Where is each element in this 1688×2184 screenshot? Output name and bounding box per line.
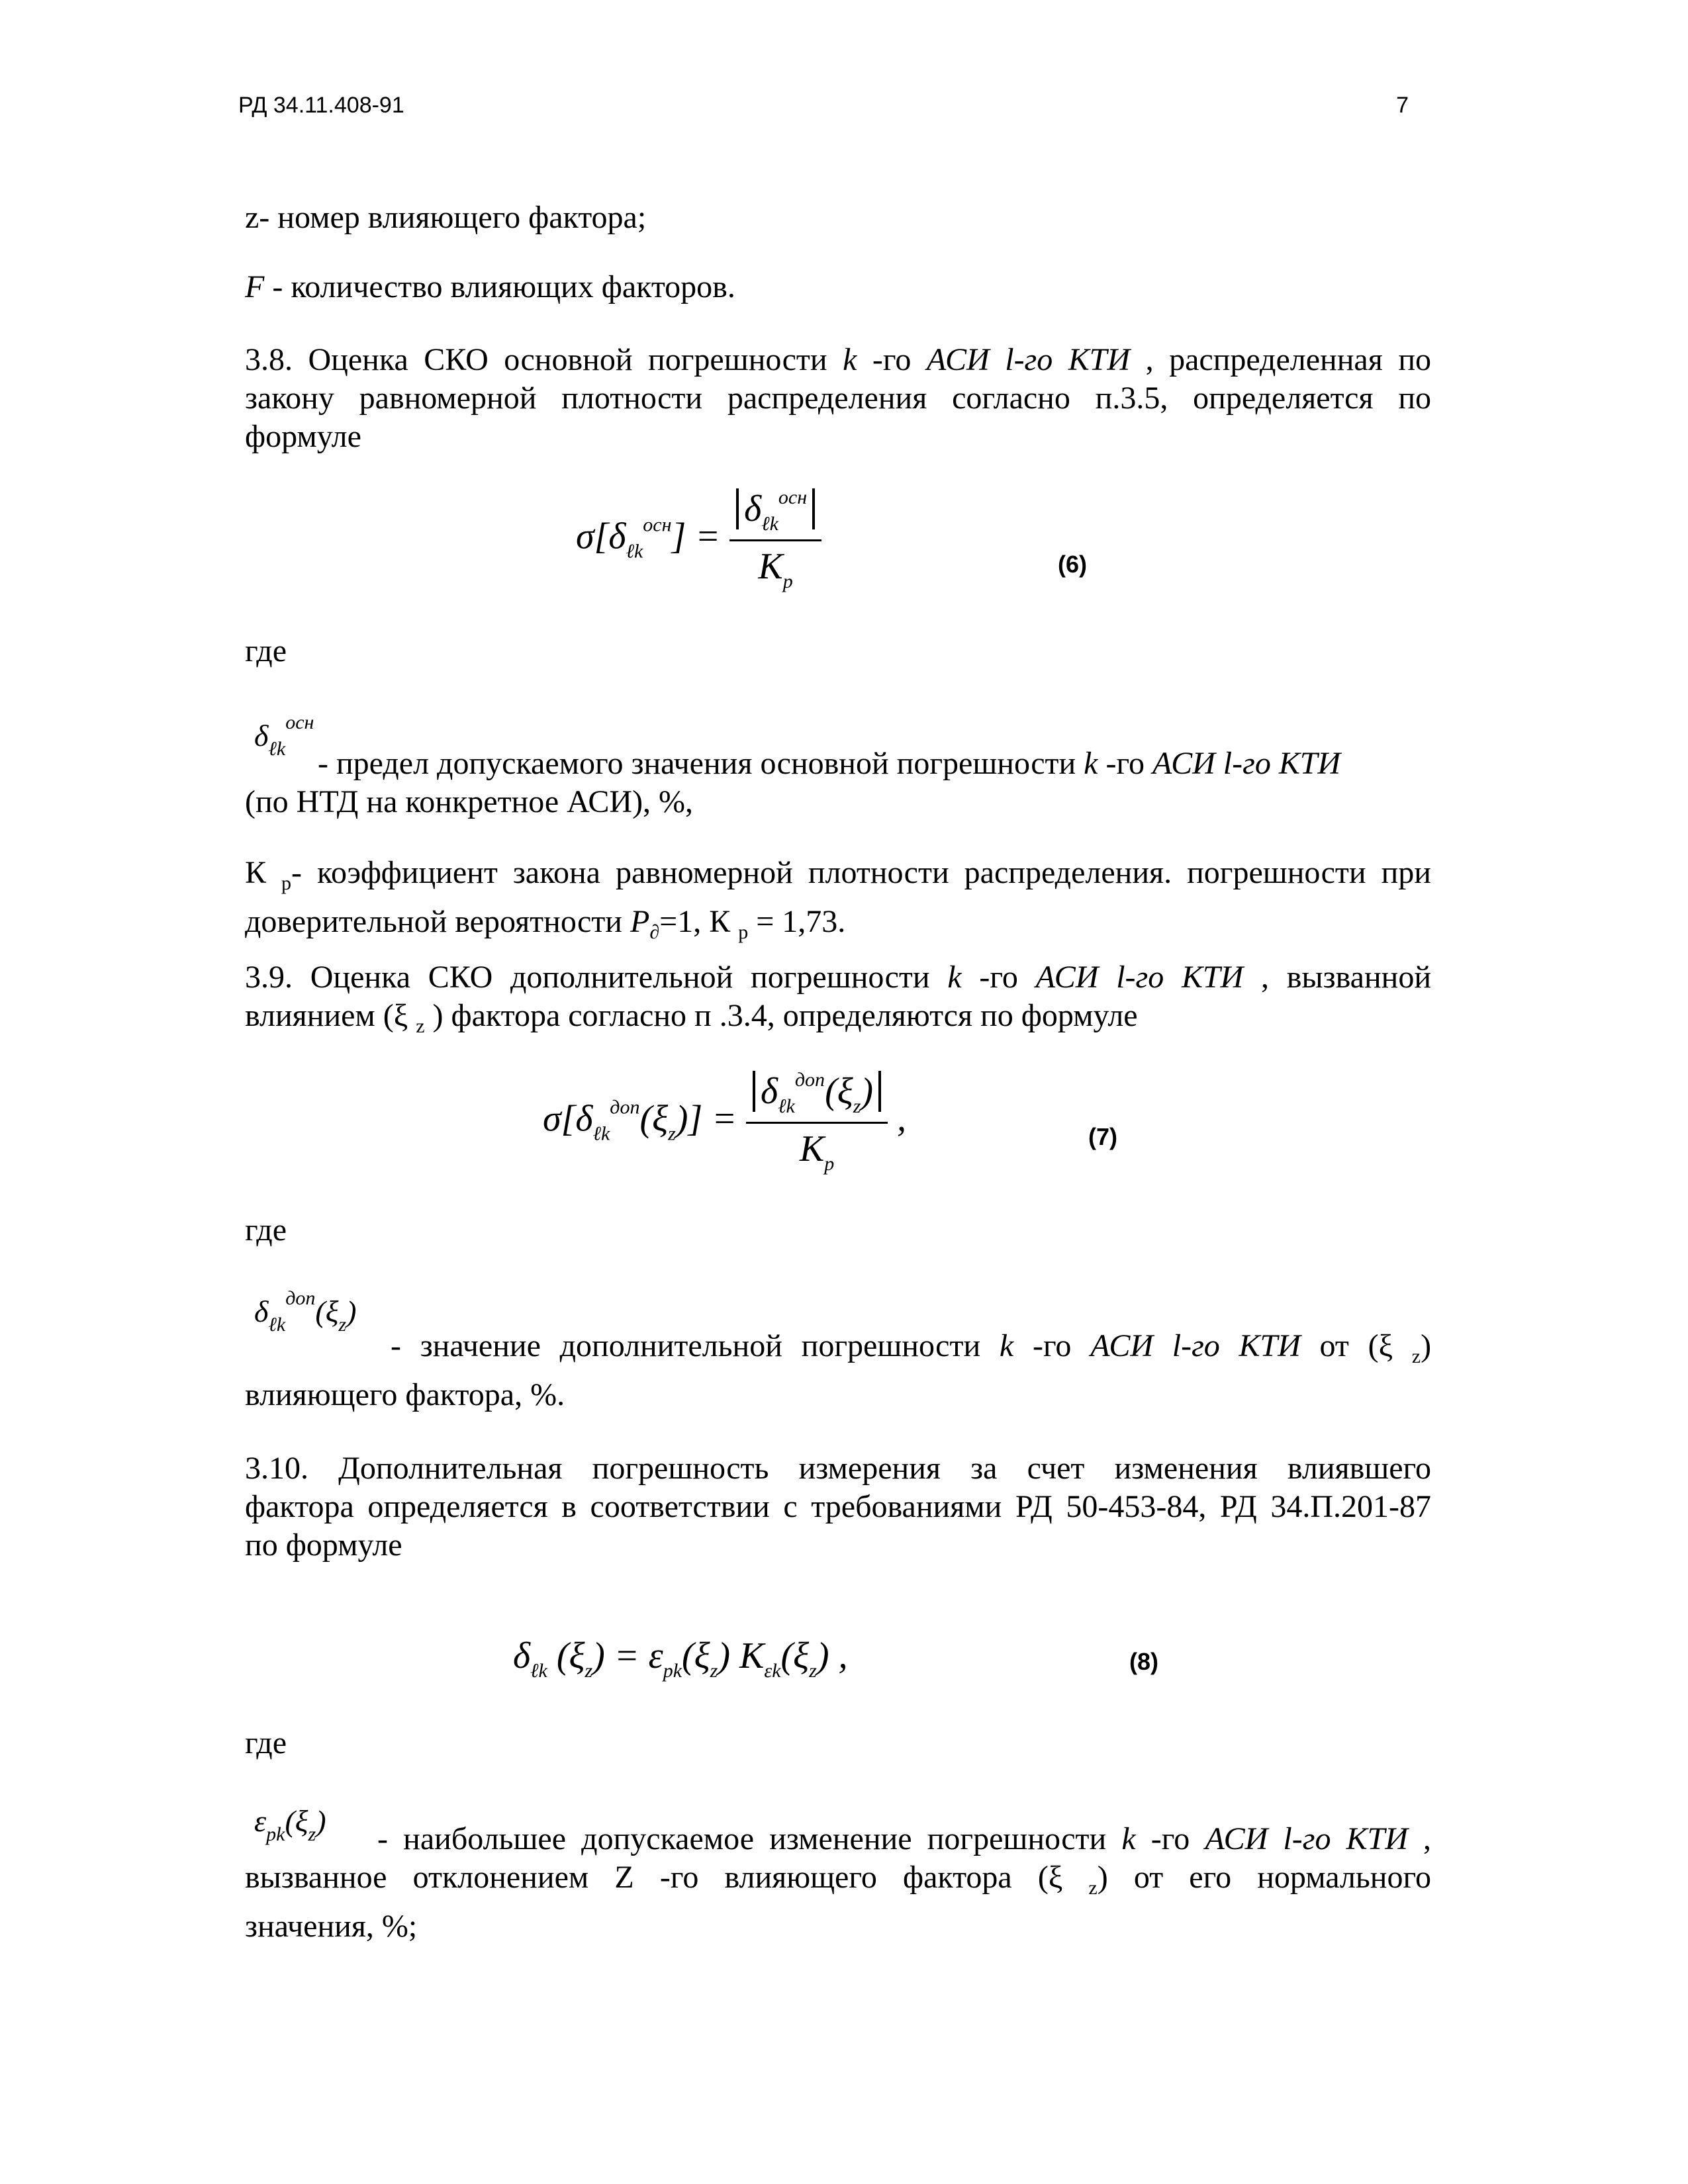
paragraph-3-9-line-2: влиянием (ξ $_z$ ) фактора согласно п .3.4, определяются по формуле xyxy=(245,998,1138,1037)
definition-6 xyxy=(245,745,1431,821)
definition-6-line-1: - предел допускаемого значения основной погрешности k -го АСИ l-го КТИ xyxy=(318,746,1341,781)
paragraph-Kp-line-1: К $_р$- коэффициент закона равномерной плотности распределения. погрешности при xyxy=(245,855,1431,894)
paragraph-3-10 xyxy=(245,1449,1431,1565)
paragraph-3-9-line-1: 3.9. Оценка СКО дополнительной погрешности k -го АСИ l-го КТИ , вызванной xyxy=(245,960,1432,995)
paragraph-3-10-line-3: по формуле xyxy=(245,1527,402,1563)
paragraph-3-10-line-2: фактора определяется в соответствии с требованиями РД 50-453-84, РД 34.П.201-87 xyxy=(245,1489,1431,1524)
paragraph-3-8 xyxy=(245,341,1431,456)
paragraph-3-8-line-1: 3.8. Оценка СКО основной погрешности k -го АСИ l-го КТИ , распределенная по xyxy=(245,342,1432,377)
paragraph-Kp xyxy=(245,854,1431,952)
formula-8: $\delta_{\ell k}$ $(\xi_z) = \varepsilon_{pk}(\xi_z)$ $K_{\varepsilon k}(\xi_z)$ , xyxy=(513,1635,848,1682)
formula-6-number: (6) xyxy=(1058,551,1087,578)
page-number: 7 xyxy=(1396,93,1409,118)
where-label-2: где xyxy=(245,1212,287,1248)
definition-8 xyxy=(245,1820,1431,1946)
paragraph-3-8-line-3: формуле xyxy=(245,419,361,454)
formula-7-number: (7) xyxy=(1088,1123,1117,1150)
F-definition-text: - количество влияющих факторов. xyxy=(264,269,735,304)
paragraph-3-9 xyxy=(245,958,1431,1046)
formula-8-number: (8) xyxy=(1129,1648,1158,1675)
definition-6-line-2: (по НТД на конкретное АСИ), %, xyxy=(245,784,694,819)
paragraph-F-definition xyxy=(245,268,1431,306)
paragraph-Kp-line-2: доверительной вероятности $P_\partial=1$, К $_р$ = 1,73. xyxy=(245,904,846,943)
formula-7-fraction: $\frac{\delta_{\ell k}^{доп}(\xi_z)}{K_p}$ xyxy=(746,1069,888,1175)
definition-8-line-1: - наибольшее допускаемое изменение погрешности k -го АСИ l-го КТИ , xyxy=(377,1821,1432,1856)
def6-symbol: $\delta_{\ell k}^{осн}$ xyxy=(254,711,314,760)
paragraph-3-8-line-2: закону равномерной плотности распределения согласно п.3.5, определяется по xyxy=(245,381,1431,416)
formula-7: $\sigma[\delta_{\ell k}^{доп}(\xi_z)]$ = $\frac{\delta_{\ell k}^{доп}(\xi_z)}{K_p}$ , xyxy=(543,1069,907,1175)
definition-7-line-1: - значение дополнительной погрешности k -го АСИ l-го КТИ от (ξ $_z$) xyxy=(391,1328,1432,1367)
definition-8-line-3: значения, %; xyxy=(245,1909,418,1944)
definition-7 xyxy=(245,1327,1431,1414)
definition-8-line-2: вызванное отклонением Z -го влияющего фактора (ξ $_z$) от его нормального xyxy=(245,1860,1431,1899)
paragraph-z-definition: z- номер влияющего фактора; xyxy=(245,200,647,235)
definition-7-line-2: влияющего фактора, %. xyxy=(245,1377,565,1412)
where-label-1: где xyxy=(245,633,287,668)
where-label-3: где xyxy=(245,1725,287,1760)
formula-6: $\sigma[\delta_{\ell k}^{осн}]$ = $\frac{\delta_{\ell k}^{осн}}{K_p}$ xyxy=(576,486,821,593)
document-code: РД 34.11.408-91 xyxy=(238,93,404,118)
paragraph-3-10-line-1: 3.10. Дополнительная погрешность измерения за счет изменения влиявшего xyxy=(245,1451,1431,1486)
symbol-F: F xyxy=(245,269,265,304)
def7-symbol: $\delta_{\ell k}^{доп}(\xi_z)$ xyxy=(254,1287,357,1336)
formula-6-fraction: $\frac{\delta_{\ell k}^{осн}}{K_p}$ xyxy=(729,486,821,593)
def8-symbol: $\varepsilon_{pk}(\xi_z)$ xyxy=(254,1804,326,1845)
